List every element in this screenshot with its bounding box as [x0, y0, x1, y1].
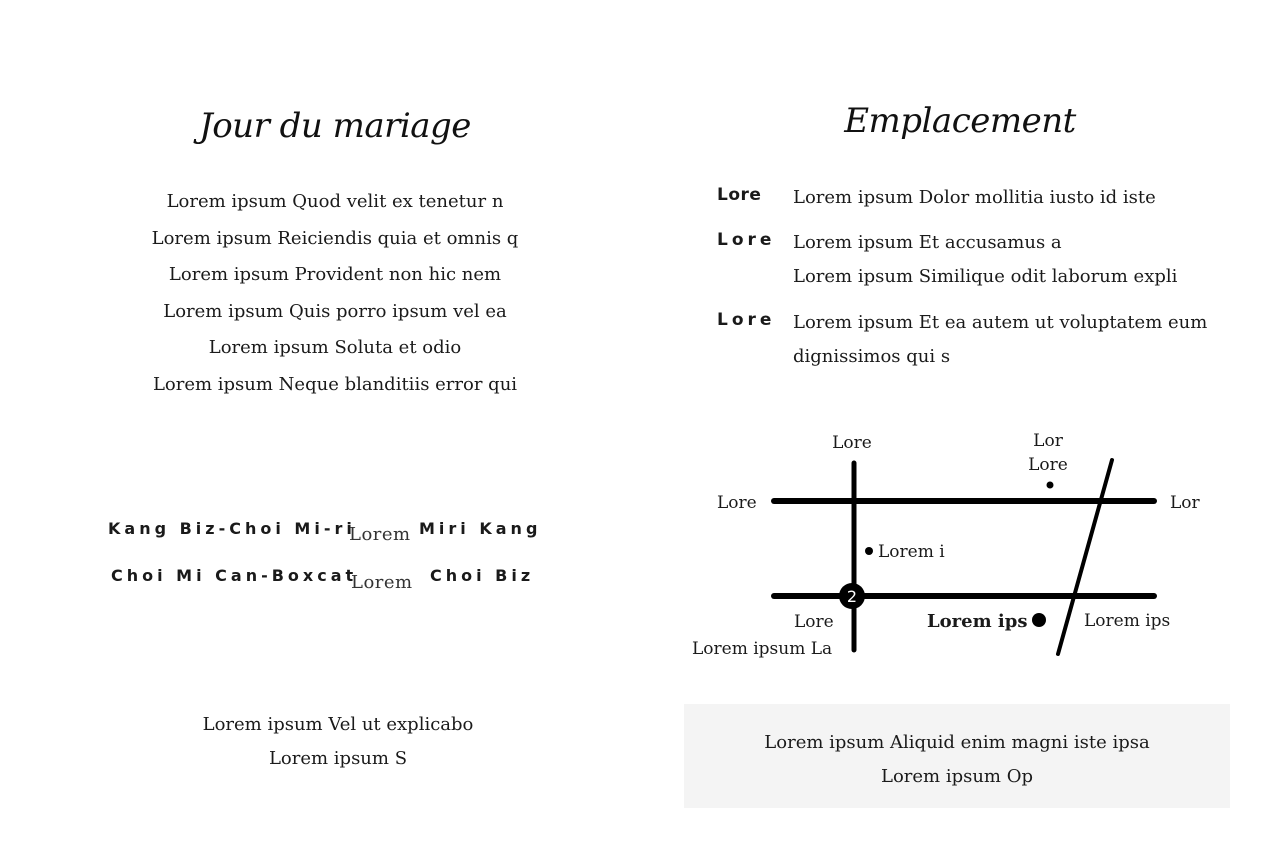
schedule-line: Lorem ipsum Quod velit ex tenetur n — [166, 191, 504, 212]
groom-parents-name: Kang Biz-Choi Mi-ri — [108, 519, 356, 538]
bride-name: Choi Biz — [430, 566, 535, 585]
station-number: 2 — [846, 587, 858, 606]
location-key: Lore — [717, 310, 776, 330]
schedule-line: Lorem ipsum Neque blanditiis error qui — [152, 373, 518, 395]
schedule-line: Lorem ipsum Soluta et odio — [208, 337, 462, 359]
map-dot — [1047, 482, 1054, 489]
location-key: Lore — [717, 230, 776, 250]
map-label-bottom-left: Lore — [794, 612, 834, 632]
note-line: Lorem ipsum Op — [880, 766, 1033, 787]
note-line: Lorem ipsum Aliquid enim magni iste ipsa — [764, 732, 1150, 753]
map-label-top-right: Lore — [1028, 455, 1068, 475]
location-title: Emplacement — [844, 101, 1076, 141]
map-dot — [865, 547, 873, 555]
location-value: Lorem ipsum Et accusamus a — [793, 232, 1062, 253]
groom-name: Miri Kang — [419, 519, 542, 538]
location-map — [680, 420, 1220, 680]
location-value: dignissimos qui s — [793, 346, 951, 367]
schedule-line: Lorem ipsum Reiciendis quia et omnis q — [151, 227, 519, 249]
schedule-line: Lorem ipsum Quis porro ipsum vel ea — [163, 300, 507, 322]
map-label-bottom-left: Lorem ipsum La — [692, 639, 833, 659]
map-label-bottom-right: Lorem ips — [1084, 611, 1171, 631]
location-key: Lore — [717, 185, 762, 205]
location-value: Lorem ipsum Et ea autem ut voluptatem eum — [793, 312, 1208, 333]
schedule-line: Lorem ipsum Provident non hic nem — [168, 264, 502, 286]
wedding-day-title: Jour du mariage — [199, 106, 471, 146]
map-label-top-right: Lor — [1033, 431, 1063, 451]
venue-marker-icon — [1032, 613, 1046, 627]
map-label-right-road: Lor — [1170, 493, 1200, 513]
name-separator: Lorem — [351, 572, 413, 593]
name-separator: Lorem — [349, 524, 411, 545]
map-label-top-road: Lore — [832, 433, 872, 453]
location-value: Lorem ipsum Similique odit laborum expli — [793, 266, 1178, 287]
location-value: Lorem ipsum Dolor mollitia iusto id iste — [793, 187, 1156, 208]
map-label-left-road: Lore — [717, 493, 757, 513]
location-note — [684, 704, 1230, 808]
bride-parents-name: Choi Mi Can-Boxcat — [111, 566, 358, 585]
map-label-poi: Lorem i — [878, 542, 945, 562]
map-drawing — [680, 420, 1220, 680]
closing-line: Lorem ipsum S — [268, 748, 408, 769]
closing-message — [80, 708, 596, 776]
map-label-venue: Lorem ips — [927, 611, 1028, 632]
closing-line: Lorem ipsum Vel ut explicabo — [202, 714, 474, 735]
